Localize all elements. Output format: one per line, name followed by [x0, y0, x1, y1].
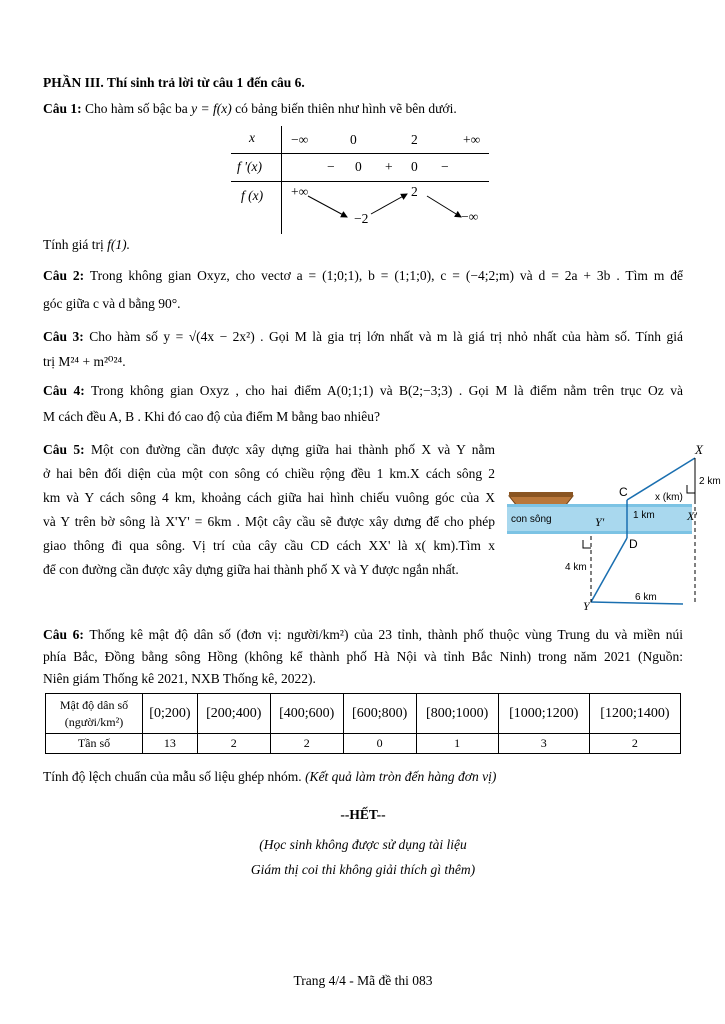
row-label-f: f (x)	[241, 188, 264, 203]
row-label-fprime: f '(x)	[237, 159, 262, 174]
bridge-diagram	[507, 440, 721, 613]
q2-line1: Câu 2: Trong không gian Oxyz, cho vectơ a = (1;0;1), b = (1;1;0), c = (−4;2;m) và d = 2a + 3b . Tìm m để	[43, 268, 683, 283]
x-val: 0	[350, 132, 357, 147]
freq-cell: 1	[416, 734, 498, 754]
freq-cell: 2	[589, 734, 680, 754]
f-val: +∞	[291, 184, 309, 199]
interval-cell: [1000;1200)	[498, 694, 589, 734]
label-Yprime: Y'	[595, 515, 605, 529]
q6-line3: Niên giám Thống kê 2021, NXB Thống kê, 2022).	[43, 671, 316, 686]
q2-line2: góc giữa c và d bằng 90°.	[43, 296, 181, 311]
q5-line: Câu 5: Một con đường cần được xây dựng giữa hai thành phố X và Y nằm	[43, 442, 496, 457]
interval-cell: [600;800)	[343, 694, 416, 734]
row-label-x: x	[249, 130, 255, 145]
freq-label-cell: Tần số	[46, 734, 143, 754]
note-line1: (Học sinh không được sử dụng tài liệu	[259, 837, 467, 852]
fp-val: 0	[355, 159, 362, 174]
label-1km: 1 km	[633, 510, 655, 521]
label-2km: 2 km	[699, 476, 721, 487]
label-4km: 4 km	[565, 562, 587, 573]
fp-val: −	[327, 159, 335, 174]
q5-line: ở hai bên đối diện của một con sông có chiều rộng đều 1 km.X cách sông 2	[43, 466, 495, 481]
label-river: con sông	[511, 514, 552, 525]
fp-val: −	[441, 159, 449, 174]
q5-line: km và Y cách sông 4 km, khoảng cách giữa hai hình chiếu vuông góc của X	[43, 490, 495, 505]
fp-val: +	[385, 159, 393, 174]
f-val: 2	[411, 184, 418, 199]
x-val: +∞	[463, 132, 481, 147]
freq-cell: 0	[343, 734, 416, 754]
frequency-table	[45, 693, 681, 754]
exam-page	[43, 0, 721, 1024]
freq-cell: 3	[498, 734, 589, 754]
freq-cell: 2	[197, 734, 270, 754]
page-footer: Trang 4/4 - Mã đề thi 083	[293, 973, 433, 988]
part-title: PHẦN III. Thí sinh trả lời từ câu 1 đến câu 6.	[43, 75, 305, 90]
q5-line: để con đường cần được xây dựng giữa hai thành phố X và Y được ngắn nhất.	[43, 562, 459, 577]
interval-cell: [400;600)	[270, 694, 343, 734]
label-Y: Y	[583, 599, 590, 613]
interval-cell: [1200;1400)	[589, 694, 680, 734]
q5-line: giao thông đi qua sông. Vị trí của cây cầu CD cách XX' là x( km).Tìm x	[43, 538, 495, 553]
q1-ask: Tính giá trị f(1).	[43, 237, 130, 252]
fp-val: 0	[411, 159, 418, 174]
interval-cell: [0;200)	[143, 694, 198, 734]
freq-cell: 13	[143, 734, 198, 754]
label-X: X	[695, 442, 703, 457]
interval-cell: [200;400)	[197, 694, 270, 734]
header-cell: Mật độ dân số (người/km²)	[46, 694, 143, 734]
end-mark: --HẾT--	[340, 807, 386, 822]
q1-statement: Câu 1: Cho hàm số bậc ba y = f(x) có bảng biến thiên như hình vẽ bên dưới.	[43, 101, 457, 116]
q4-line1: Câu 4: Trong không gian Oxyz , cho hai điểm A(0;1;1) và B(2;−3;3) . Gọi M là điểm nằm trên trục Oz và	[43, 383, 683, 398]
variation-table	[231, 126, 541, 234]
q6-line1: Câu 6: Thống kê mật độ dân số (đơn vị: người/km²) của 23 tỉnh, thành phố thuộc vùng Trung du và miền núi	[43, 627, 683, 642]
x-val: −∞	[291, 132, 309, 147]
interval-cell: [800;1000)	[416, 694, 498, 734]
x-val: 2	[411, 132, 418, 147]
label-xkm: x (km)	[655, 492, 683, 503]
freq-cell: 2	[270, 734, 343, 754]
label-Xprime: X'	[687, 509, 697, 523]
q5-line: và Y trên bờ sông là X'Y' = 6km . Một cây cầu sẽ được xây dưng để cho phép	[43, 514, 495, 529]
label-6km: 6 km	[635, 592, 657, 603]
q4-line2: M cách đều A, B . Khi đó cao độ của điểm M bằng bao nhiêu?	[43, 409, 381, 424]
variation-arrows	[231, 126, 531, 234]
q6-line2: phía Bắc, Đồng bằng sông Hồng (không kể thành phố Hà Nội và tỉnh Bắc Ninh) trong năm 2021 (Nguồn:	[43, 649, 683, 664]
f-val: −2	[354, 211, 369, 226]
label-C: C	[619, 485, 628, 499]
label-D: D	[629, 537, 638, 551]
q3-line1: Câu 3: Cho hàm số y = √(4x − 2x²) . Gọi M là gia trị lớn nhất và m là giá trị nhỏ nhất của hàm số. Tính giá	[43, 329, 683, 344]
q6-ask: Tính độ lệch chuẩn của mẫu số liệu ghép nhóm. (Kết quả làm tròn đến hàng đơn vị)	[43, 769, 497, 784]
f-val: −∞	[461, 209, 479, 224]
q3-line2: trị M²⁴ + m²⁰²⁴.	[43, 354, 126, 369]
note-line2: Giám thị coi thi không giải thích gì thêm)	[250, 862, 476, 877]
